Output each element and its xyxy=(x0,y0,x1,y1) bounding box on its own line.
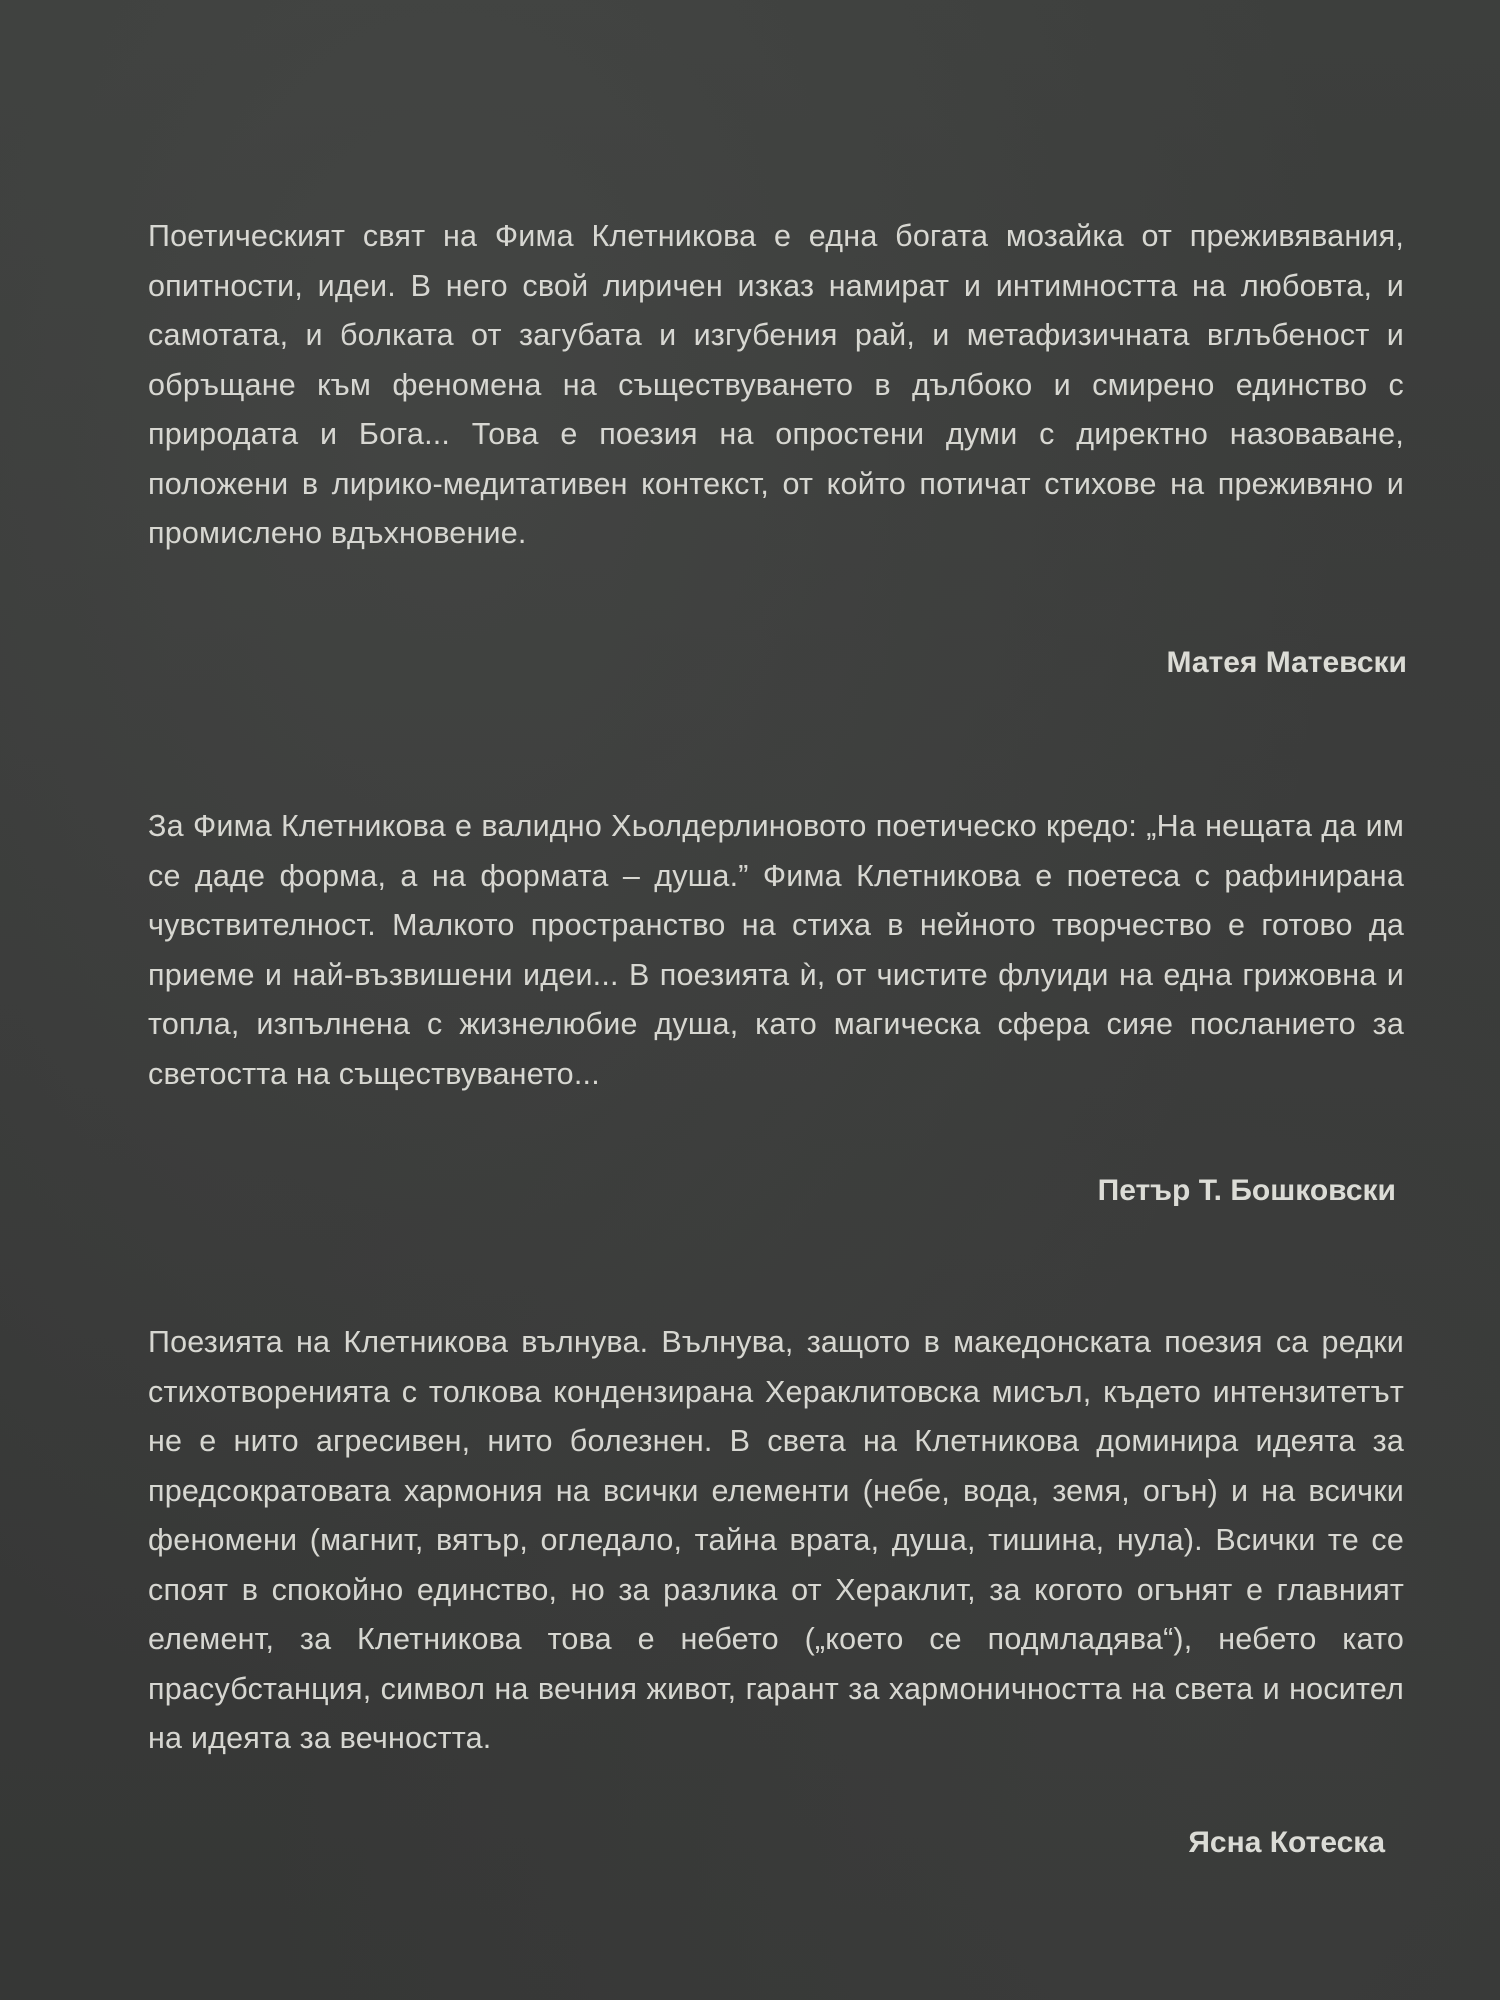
review-text-block xyxy=(148,212,1404,559)
review-paragraph: Поетическият свят на Фима Клетникова е една богата мозайка от преживявания, опитности, идеи. В него свой лиричен изказ намират и интимността на любовта, и самотата, и болката от загубата и изгубения рай, и метафизичната вглъбеност и обръщане към феномена на съществуването в дълбоко и смирено единство с природата и Бога... Това е поезия на опростени думи с директно назоваване, положени в лирико-медитативен контекст, от който потичат стихове на преживяно и промислено вдъхновение. xyxy=(148,219,1404,550)
review-paragraph: Поезията на Клетникова вълнува. Вълнува, защото в македонската поезия са редки стихотворенията с толкова кондензирана Хераклитовска мисъл, където интензитетът не е нито агресивен, нито болезнен. В света на Клетникова доминира идеята за предсократовата хармония на всички елементи (небе, вода, земя, огън) и на всички феномени (магнит, вятър, огледало, тайна врата, душа, тишина, нула). Всички те се споят в спокойно единство, но за разлика от Хераклит, за когото огънят е главният елемент, за Клетникова това е небето („което се подмладява“), небето като прасубстанция, символ на вечния живот, гарант за хармоничността на света и носител на идеята за вечността. xyxy=(148,1325,1404,1755)
review-author: Петър Т. Бошковски xyxy=(1097,1174,1396,1207)
review-author: Ясна Котеска xyxy=(1188,1826,1385,1859)
review-paragraph: За Фима Клетникова е валидно Хьолдерлиновото поетическо кредо: „На нещата да им се даде форма, а на формата – душа.” Фима Клетникова е поетеса с рафинирана чувствителност. Малкото пространство на стиха в нейното творчество е готово да приеме и най-възвишени идеи... В поезията ѝ, от чистите флуиди на една грижовна и топла, изпълнена с жизнелюбие душа, като магическа сфера сияе посланието за светостта на съществуването... xyxy=(148,809,1404,1091)
review-text-block xyxy=(148,802,1404,1099)
review-text-block xyxy=(148,1318,1404,1764)
review-author: Матея Матевски xyxy=(1166,646,1407,679)
